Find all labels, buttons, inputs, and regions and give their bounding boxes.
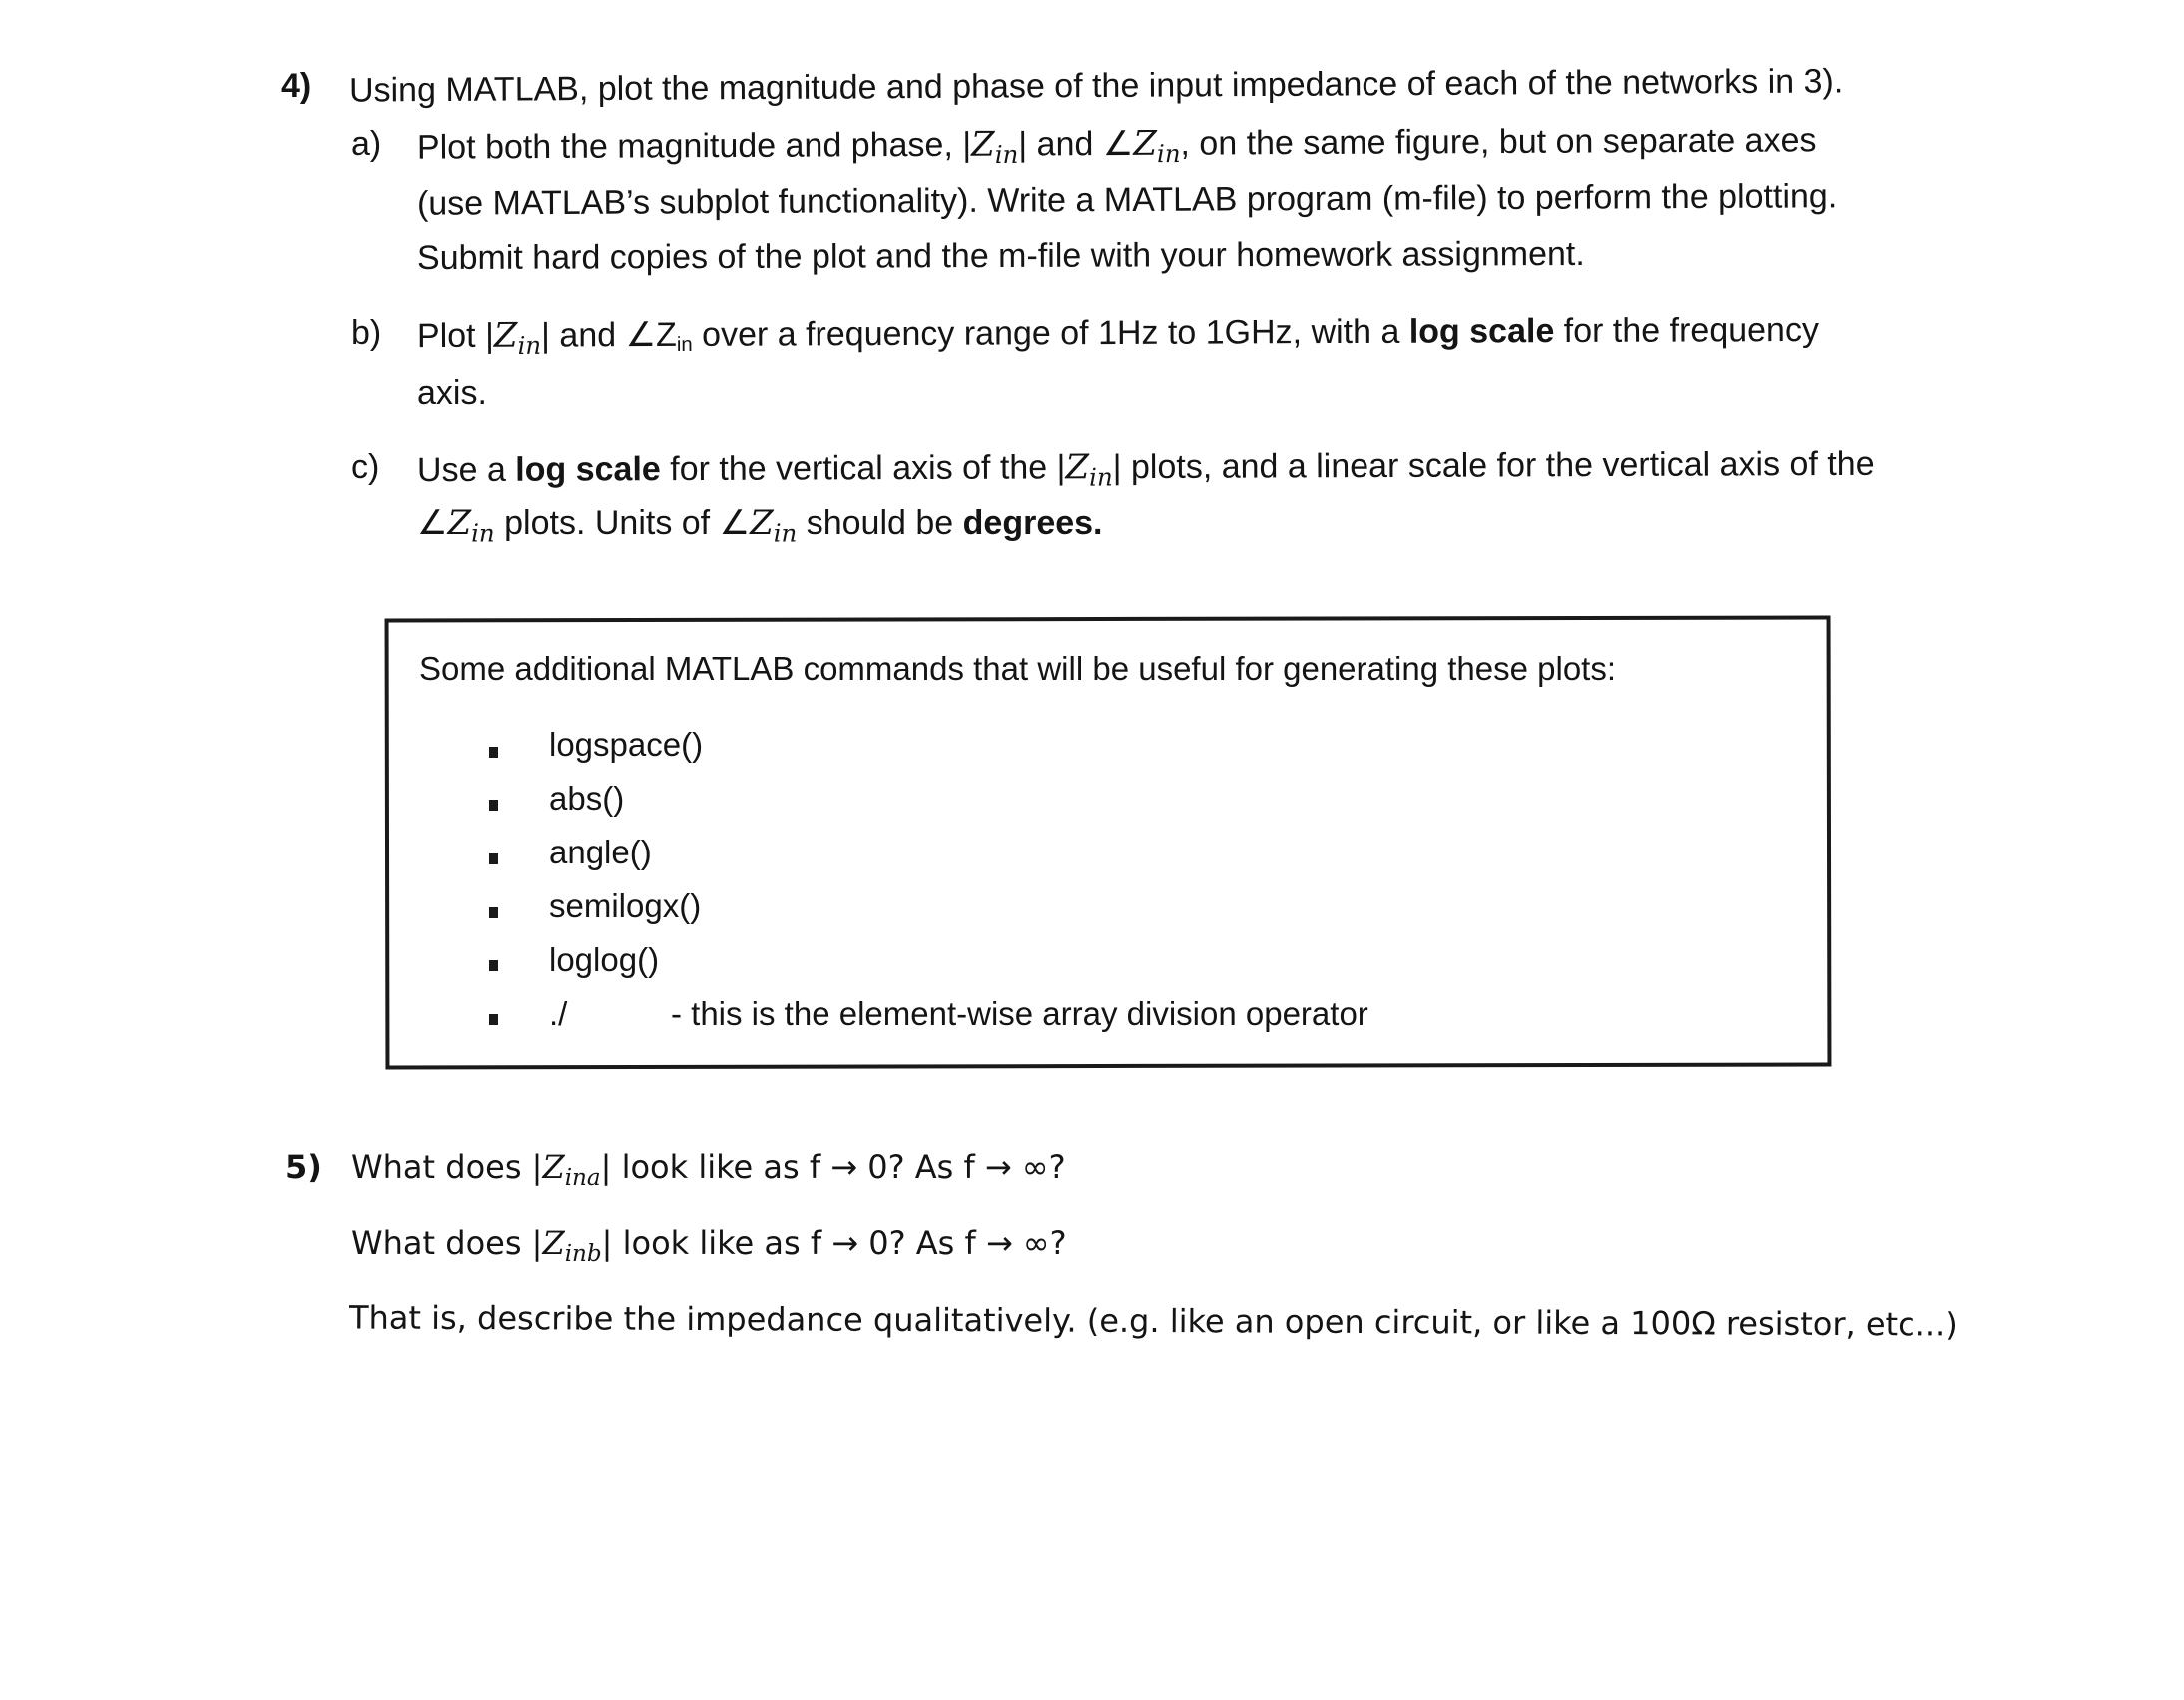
zin-symbol: Z: [1133, 123, 1157, 164]
log-scale-bold: log scale: [515, 450, 661, 489]
part-c-line-1-post: | plots, and a linear scale for the vertical axis of the: [1112, 444, 1875, 487]
command-logspace: logspace(): [549, 726, 704, 763]
zin-symbol: Z: [750, 503, 774, 543]
commands-box-heading-text: Some additional MATLAB commands that will be useful for generating these plots:: [419, 650, 1617, 687]
part-a-line-1: [417, 120, 1817, 172]
question-4-number: [281, 66, 311, 107]
zin-subscript: in: [1089, 462, 1113, 492]
part-c-line-2: [417, 503, 1103, 548]
question-4-intro-text: Using MATLAB, plot the magnitude and phase of the input impedance of each of the networks in 3).: [348, 62, 1844, 110]
question-5-line-3: [349, 1298, 1958, 1343]
question-5-line-1: [351, 1148, 1066, 1193]
part-b-line-1-post: for the frequency: [1554, 310, 1820, 351]
part-c-label-text: c): [351, 448, 380, 486]
bullet-icon: [489, 747, 498, 758]
part-c-label: [351, 447, 379, 488]
zina-subscript: ina: [564, 1164, 601, 1191]
part-a-line-1-pre: Plot both the magnitude and phase, |: [416, 125, 972, 167]
zinb-symbol: Z: [542, 1224, 565, 1262]
part-b-line-2-text: axis.: [417, 374, 487, 412]
zin-symbol: Z: [971, 124, 995, 165]
part-b-line-1-mid2: over a frequency range of 1Hz to 1GHz, with a: [692, 312, 1409, 354]
part-a-line-2: [417, 176, 1837, 224]
part-a-line-1-mid: | and ∠: [1018, 124, 1134, 164]
part-b-label-text: b): [351, 314, 382, 352]
question-5-line-2-post: | look like as f → 0? As f → ∞?: [601, 1224, 1067, 1262]
part-a-line-2-text: (use MATLAB’s subplot functionality). Write a MATLAB program (m-file) to perform the plotting.: [416, 177, 1838, 223]
zinb-subscript: inb: [564, 1240, 602, 1267]
part-b-line-2: [417, 373, 487, 414]
bullet-icon: [489, 800, 498, 811]
bullet-icon: [489, 853, 498, 864]
command-semilogx: semilogx(): [549, 887, 702, 924]
part-b-line-1: [417, 310, 1819, 361]
part-a-line-3-text: Submit hard copies of the plot and the m-file with your homework assignment.: [416, 234, 1585, 278]
question-5-line-2: [351, 1224, 1067, 1269]
question-5-number: [285, 1148, 322, 1186]
angle-symbol: ∠: [417, 504, 448, 542]
part-b-line-1-pre: Plot |: [416, 316, 494, 356]
command-loglog: loglog(): [549, 941, 660, 978]
part-a-label: [351, 124, 381, 165]
zin-subscript: in: [773, 518, 798, 548]
division-note: - this is the element-wise array division operator: [671, 995, 1368, 1032]
part-b-line-1-mid: | and ∠Z: [541, 315, 677, 355]
question-5-line-2-pre: What does |: [351, 1224, 543, 1262]
zin-symbol: Z: [493, 315, 518, 356]
question-5-line-1-pre: What does |: [351, 1148, 543, 1186]
zin-subscript: in: [517, 330, 542, 360]
zin-small-subscript: in: [676, 333, 693, 357]
zin-subscript: in: [471, 518, 495, 548]
part-a-label-text: a): [351, 125, 382, 163]
command-angle: angle(): [549, 834, 652, 870]
question-4-number-text: 4): [281, 67, 312, 105]
bullet-icon: [489, 1014, 498, 1025]
zina-symbol: Z: [542, 1148, 565, 1186]
log-scale-bold: log scale: [1408, 312, 1555, 351]
part-c-line-2-post: should be: [797, 504, 963, 542]
zin-symbol: Z: [1065, 447, 1090, 488]
part-c-line-1-mid: for the vertical axis of the |: [660, 448, 1066, 489]
part-a-line-3: [417, 234, 1585, 279]
question-5-number-text: 5): [285, 1148, 322, 1186]
part-a-line-1-post: , on the same figure, but on separate axes: [1180, 121, 1817, 163]
question-5-line-3-text: That is, describe the impedance qualitatively. (e.g. like an open circuit, or like a 100Ω resistor, etc...): [348, 1298, 1958, 1344]
degrees-bold: degrees.: [962, 504, 1103, 542]
zin-symbol: Z: [447, 503, 472, 543]
question-5-line-1-post: | look like as f → 0? As f → ∞?: [600, 1148, 1066, 1186]
part-b-label: [351, 313, 381, 354]
bullet-icon: [489, 960, 498, 971]
part-c-line-1: [417, 444, 1875, 495]
question-4-intro: [349, 61, 1843, 111]
command-abs: abs(): [549, 780, 625, 817]
zin-subscript: in: [994, 139, 1019, 169]
part-c-line-2-mid: plots. Units of ∠: [494, 504, 751, 542]
part-c-line-1-pre: Use a: [416, 450, 516, 490]
zin-subscript: in: [1156, 139, 1181, 169]
commands-box-heading: [419, 649, 1616, 689]
bullet-icon: [489, 907, 498, 918]
command-division: ./: [549, 995, 568, 1032]
